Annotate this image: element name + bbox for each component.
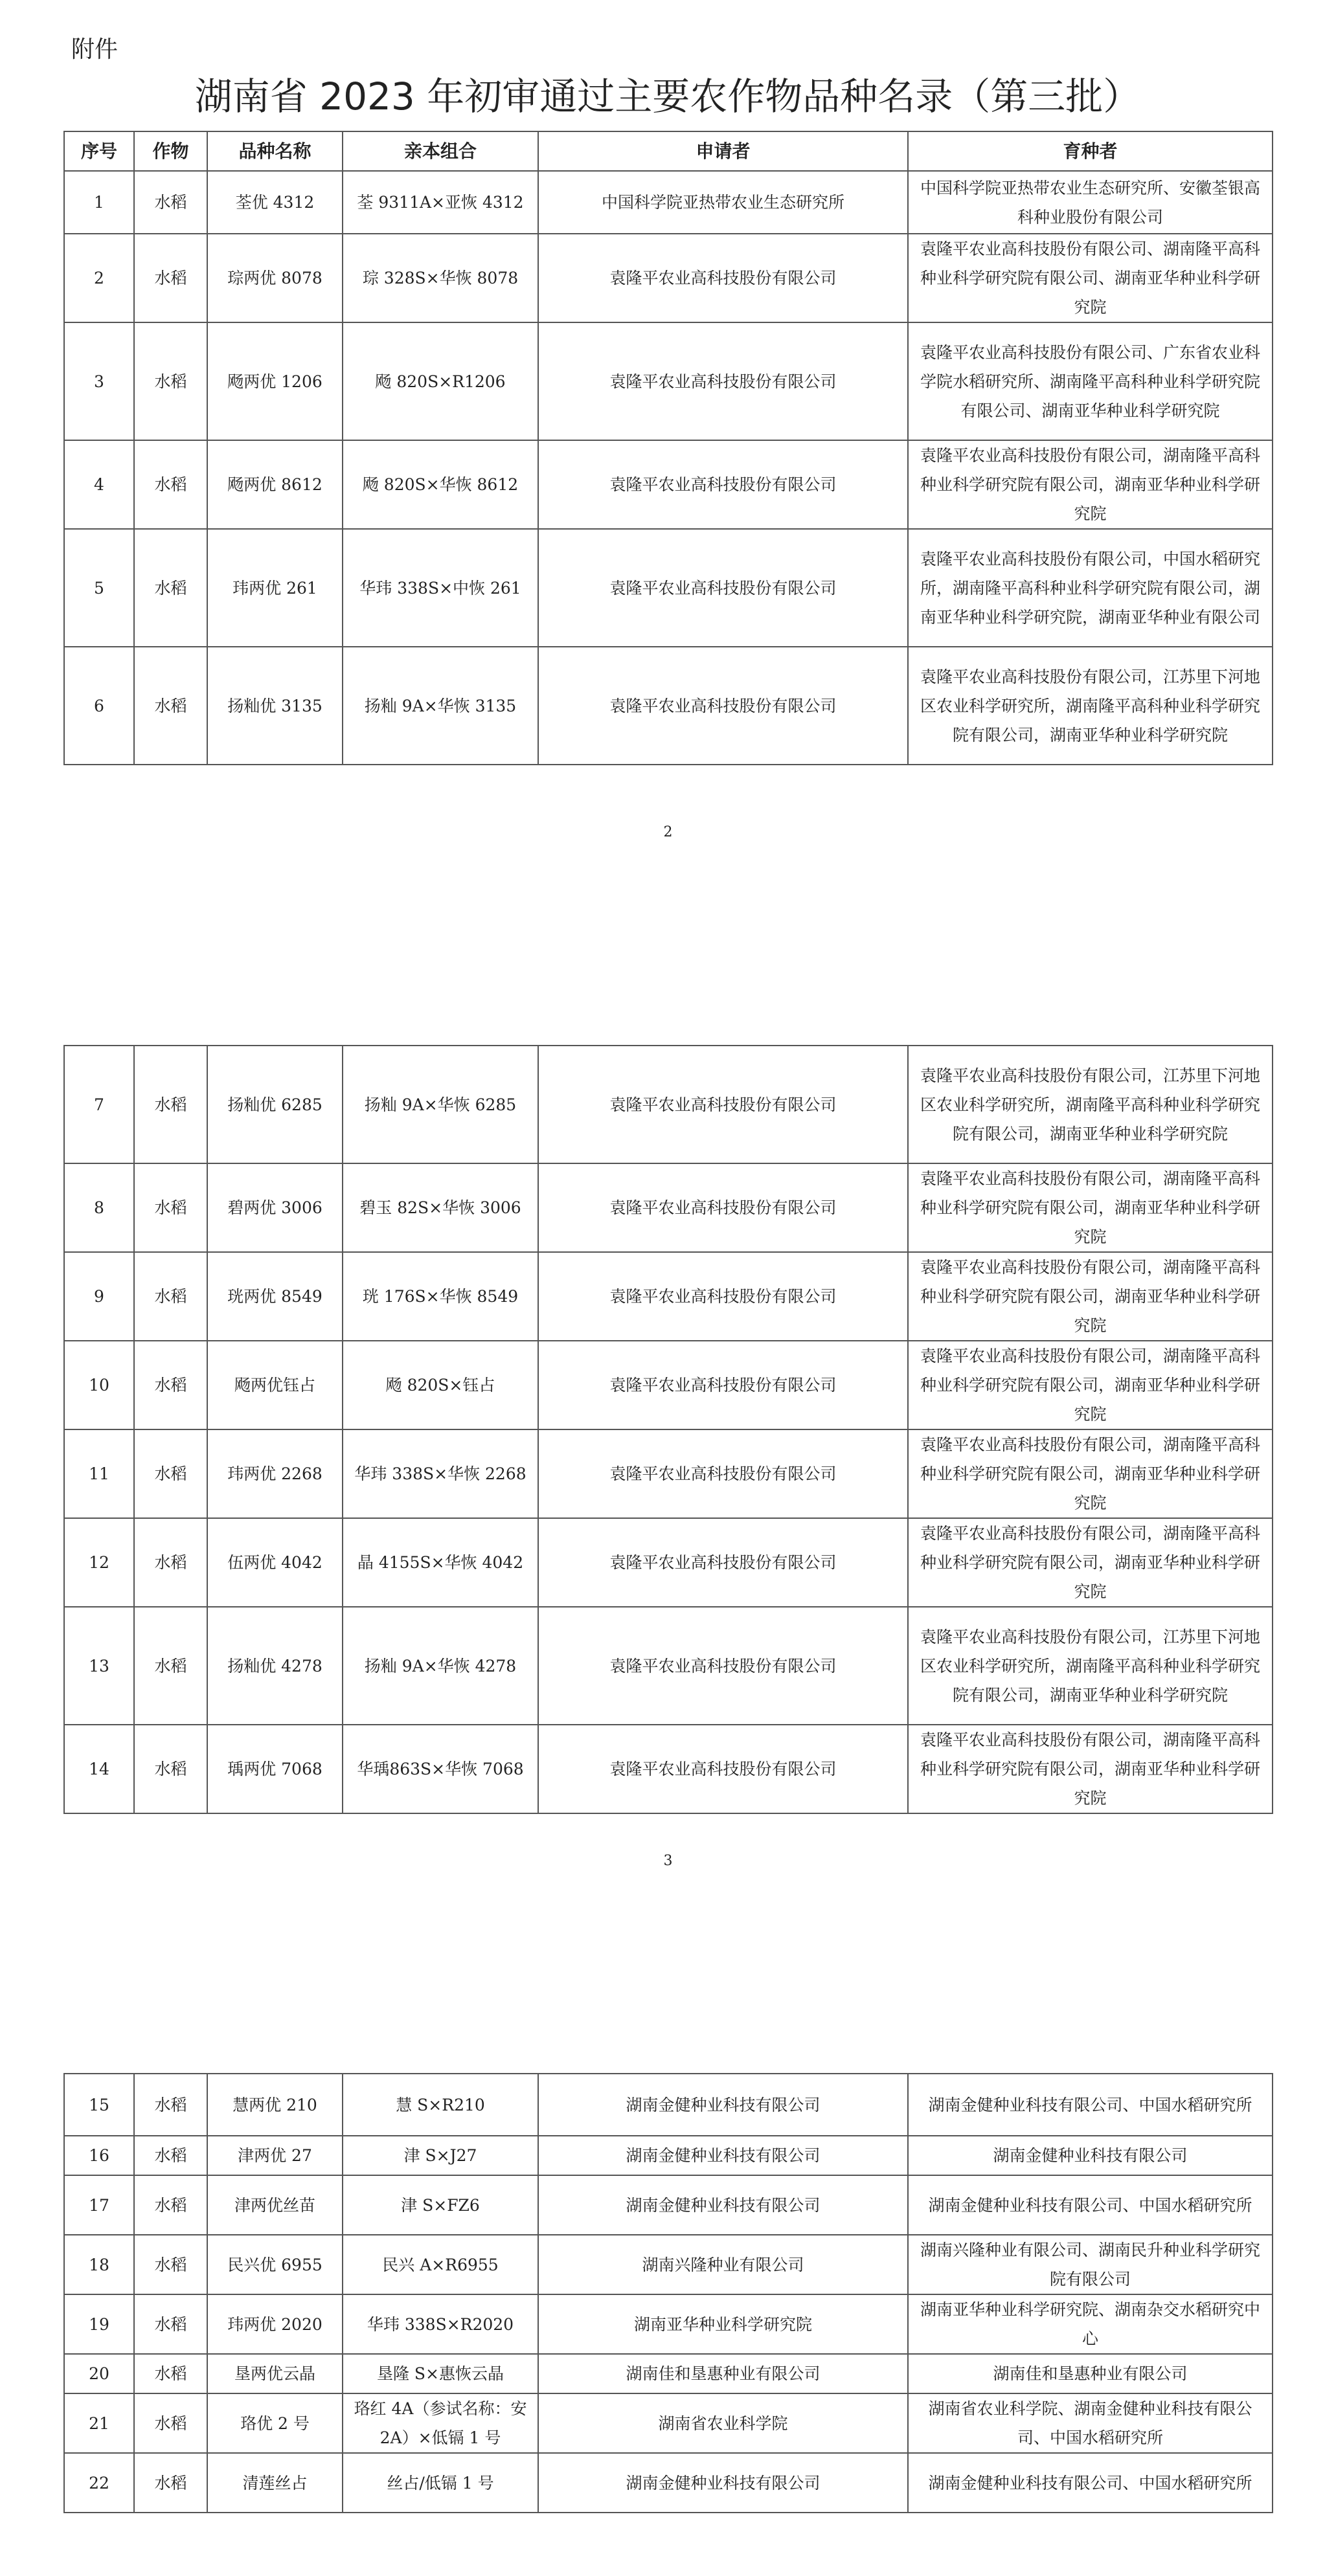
row-index: 17 [64,2175,134,2235]
row-index: 7 [64,1046,134,1163]
variety-name: 飏两优 8612 [207,440,343,529]
table-row [64,1518,1273,1607]
variety-name: 慧两优 210 [207,2074,343,2136]
table-row [64,529,1273,647]
variety-name: 琮两优 8078 [207,234,343,322]
applicant: 中国科学院亚热带农业生态研究所 [538,171,908,234]
breeder: 湖南金健种业科技有限公司、中国水稻研究所 [908,2175,1273,2235]
breeder: 袁隆平农业高科技股份有限公司，湖南隆平高科种业科学研究院有限公司，湖南亚华种业科学研究院 [908,1163,1273,1252]
parent-combination: 丝占/低镉 1 号 [343,2453,538,2513]
variety-name: 飏两优 1206 [207,322,343,440]
applicant: 袁隆平农业高科技股份有限公司 [538,1341,908,1429]
crop: 水稻 [134,1429,207,1518]
variety-name: 伍两优 4042 [207,1518,343,1607]
row-index: 2 [64,234,134,322]
row-index: 18 [64,2235,134,2294]
table-row [64,2235,1273,2294]
column-header: 序号 [64,131,134,171]
row-index: 11 [64,1429,134,1518]
parent-combination: 华玮 338S×R2020 [343,2294,538,2354]
parent-combination: 荃 9311A×亚恢 4312 [343,171,538,234]
breeder: 湖南佳和垦惠种业有限公司 [908,2354,1273,2393]
row-index: 19 [64,2294,134,2354]
crop: 水稻 [134,440,207,529]
breeder: 袁隆平农业高科技股份有限公司、湖南隆平高科种业科学研究院有限公司、湖南亚华种业科学研究院 [908,234,1273,322]
row-index: 20 [64,2354,134,2393]
column-header: 品种名称 [207,131,343,171]
breeder: 湖南金健种业科技有限公司 [908,2136,1273,2175]
parent-combination: 津 S×FZ6 [343,2175,538,2235]
crop: 水稻 [134,1163,207,1252]
parent-combination: 扬籼 9A×华恢 4278 [343,1607,538,1725]
row-index: 21 [64,2393,134,2453]
breeder: 袁隆平农业高科技股份有限公司，湖南隆平高科种业科学研究院有限公司，湖南亚华种业科学研究院 [908,440,1273,529]
breeder: 中国科学院亚热带农业生态研究所、安徽荃银高科种业股份有限公司 [908,171,1273,234]
column-header: 作物 [134,131,207,171]
applicant: 袁隆平农业高科技股份有限公司 [538,529,908,647]
table-row [64,1046,1273,1163]
row-index: 8 [64,1163,134,1252]
row-index: 9 [64,1252,134,1341]
column-header: 亲本组合 [343,131,538,171]
parent-combination: 珖 176S×华恢 8549 [343,1252,538,1341]
table-row [64,1607,1273,1725]
row-index: 3 [64,322,134,440]
row-index: 22 [64,2453,134,2513]
applicant: 湖南金健种业科技有限公司 [538,2074,908,2136]
table-row [64,1725,1273,1813]
applicant: 袁隆平农业高科技股份有限公司 [538,1725,908,1813]
table-row [64,234,1273,322]
breeder: 袁隆平农业高科技股份有限公司、广东省农业科学院水稻研究所、湖南隆平高科种业科学研究院有限公司、湖南亚华种业科学研究院 [908,322,1273,440]
table-row [64,2453,1273,2513]
breeder: 袁隆平农业高科技股份有限公司，湖南隆平高科种业科学研究院有限公司，湖南亚华种业科学研究院 [908,1518,1273,1607]
variety-table-page-4 [63,2073,1273,2513]
row-index: 4 [64,440,134,529]
parent-combination: 扬籼 9A×华恢 6285 [343,1046,538,1163]
parent-combination: 晶 4155S×华恢 4042 [343,1518,538,1607]
applicant: 湖南兴隆种业有限公司 [538,2235,908,2294]
variety-name: 民兴优 6955 [207,2235,343,2294]
crop: 水稻 [134,1518,207,1607]
variety-name: 扬籼优 4278 [207,1607,343,1725]
variety-name: 珞优 2 号 [207,2393,343,2453]
variety-name: 扬籼优 6285 [207,1046,343,1163]
crop: 水稻 [134,171,207,234]
variety-name: 垦两优云晶 [207,2354,343,2393]
applicant: 湖南佳和垦惠种业有限公司 [538,2354,908,2393]
parent-combination: 垦隆 S×惠恢云晶 [343,2354,538,2393]
variety-name: 瑀两优 7068 [207,1725,343,1813]
table-row [64,1252,1273,1341]
parent-combination: 华瑀863S×华恢 7068 [343,1725,538,1813]
page-number: 2 [663,824,673,840]
page-number: 3 [663,1853,673,1869]
breeder: 袁隆平农业高科技股份有限公司，中国水稻研究所，湖南隆平高科种业科学研究院有限公司，湖南亚华种业科学研究院，湖南亚华种业有限公司 [908,529,1273,647]
crop: 水稻 [134,529,207,647]
variety-name: 津两优 27 [207,2136,343,2175]
parent-combination: 飏 820S×R1206 [343,322,538,440]
crop: 水稻 [134,2136,207,2175]
breeder: 袁隆平农业高科技股份有限公司，湖南隆平高科种业科学研究院有限公司，湖南亚华种业科学研究院 [908,1252,1273,1341]
table-row [64,1163,1273,1252]
breeder: 袁隆平农业高科技股份有限公司，湖南隆平高科种业科学研究院有限公司，湖南亚华种业科学研究院 [908,1341,1273,1429]
applicant: 湖南亚华种业科学研究院 [538,2294,908,2354]
crop: 水稻 [134,2175,207,2235]
variety-name: 珖两优 8549 [207,1252,343,1341]
variety-name: 荃优 4312 [207,171,343,234]
variety-name: 玮两优 261 [207,529,343,647]
crop: 水稻 [134,647,207,765]
breeder: 湖南兴隆种业有限公司、湖南民升种业科学研究院有限公司 [908,2235,1273,2294]
applicant: 湖南金健种业科技有限公司 [538,2175,908,2235]
variety-name: 扬籼优 3135 [207,647,343,765]
crop: 水稻 [134,1725,207,1813]
breeder: 袁隆平农业高科技股份有限公司，江苏里下河地区农业科学研究所，湖南隆平高科种业科学研究院有限公司，湖南亚华种业科学研究院 [908,1607,1273,1725]
applicant: 袁隆平农业高科技股份有限公司 [538,1163,908,1252]
table-row [64,322,1273,440]
crop: 水稻 [134,1046,207,1163]
table-row [64,2393,1273,2453]
applicant: 袁隆平农业高科技股份有限公司 [538,440,908,529]
applicant: 袁隆平农业高科技股份有限公司 [538,647,908,765]
table-row [64,2136,1273,2175]
variety-name: 碧两优 3006 [207,1163,343,1252]
variety-table-page-3 [63,1045,1273,1814]
table-row [64,171,1273,234]
parent-combination: 扬籼 9A×华恢 3135 [343,647,538,765]
parent-combination: 飏 820S×钰占 [343,1341,538,1429]
attachment-label: 附件 [71,36,119,63]
row-index: 1 [64,171,134,234]
crop: 水稻 [134,322,207,440]
row-index: 16 [64,2136,134,2175]
parent-combination: 民兴 A×R6955 [343,2235,538,2294]
breeder: 湖南金健种业科技有限公司、中国水稻研究所 [908,2453,1273,2513]
parent-combination: 华玮 338S×华恢 2268 [343,1429,538,1518]
applicant: 湖南金健种业科技有限公司 [538,2136,908,2175]
table-row [64,2074,1273,2136]
crop: 水稻 [134,2453,207,2513]
applicant: 袁隆平农业高科技股份有限公司 [538,234,908,322]
table-row [64,1341,1273,1429]
parent-combination: 慧 S×R210 [343,2074,538,2136]
breeder: 湖南金健种业科技有限公司、中国水稻研究所 [908,2074,1273,2136]
applicant: 湖南金健种业科技有限公司 [538,2453,908,2513]
table-row [64,440,1273,529]
row-index: 5 [64,529,134,647]
breeder: 袁隆平农业高科技股份有限公司，江苏里下河地区农业科学研究所，湖南隆平高科种业科学研究院有限公司，湖南亚华种业科学研究院 [908,647,1273,765]
variety-name: 玮两优 2020 [207,2294,343,2354]
table-row [64,2294,1273,2354]
breeder: 袁隆平农业高科技股份有限公司，江苏里下河地区农业科学研究所，湖南隆平高科种业科学研究院有限公司，湖南亚华种业科学研究院 [908,1046,1273,1163]
variety-name: 玮两优 2268 [207,1429,343,1518]
variety-name: 清莲丝占 [207,2453,343,2513]
crop: 水稻 [134,234,207,322]
column-header: 育种者 [908,131,1273,171]
crop: 水稻 [134,2393,207,2453]
applicant: 袁隆平农业高科技股份有限公司 [538,1518,908,1607]
breeder: 袁隆平农业高科技股份有限公司，湖南隆平高科种业科学研究院有限公司，湖南亚华种业科学研究院 [908,1429,1273,1518]
table-header-row [64,131,1273,171]
row-index: 12 [64,1518,134,1607]
parent-combination: 珞红 4A（参试名称：安 2A）×低镉 1 号 [343,2393,538,2453]
row-index: 13 [64,1607,134,1725]
table-row [64,647,1273,765]
row-index: 10 [64,1341,134,1429]
applicant: 袁隆平农业高科技股份有限公司 [538,1429,908,1518]
applicant: 袁隆平农业高科技股份有限公司 [538,1252,908,1341]
row-index: 15 [64,2074,134,2136]
variety-name: 津两优丝苗 [207,2175,343,2235]
breeder: 湖南省农业科学院、湖南金健种业科技有限公司、中国水稻研究所 [908,2393,1273,2453]
variety-name: 飏两优钰占 [207,1341,343,1429]
parent-combination: 津 S×J27 [343,2136,538,2175]
parent-combination: 华玮 338S×中恢 261 [343,529,538,647]
crop: 水稻 [134,2294,207,2354]
table-row [64,1429,1273,1518]
breeder: 袁隆平农业高科技股份有限公司，湖南隆平高科种业科学研究院有限公司，湖南亚华种业科学研究院 [908,1725,1273,1813]
variety-table-page-2 [63,131,1273,765]
page-title: 湖南省 2023 年初审通过主要农作物品种名录（第三批） [194,74,1141,118]
parent-combination: 琮 328S×华恢 8078 [343,234,538,322]
crop: 水稻 [134,1252,207,1341]
applicant: 袁隆平农业高科技股份有限公司 [538,1607,908,1725]
row-index: 14 [64,1725,134,1813]
crop: 水稻 [134,1607,207,1725]
crop: 水稻 [134,2074,207,2136]
breeder: 湖南亚华种业科学研究院、湖南杂交水稻研究中心 [908,2294,1273,2354]
applicant: 袁隆平农业高科技股份有限公司 [538,322,908,440]
row-index: 6 [64,647,134,765]
parent-combination: 碧玉 82S×华恢 3006 [343,1163,538,1252]
applicant: 湖南省农业科学院 [538,2393,908,2453]
applicant: 袁隆平农业高科技股份有限公司 [538,1046,908,1163]
table-row [64,2354,1273,2393]
table-row [64,2175,1273,2235]
parent-combination: 飏 820S×华恢 8612 [343,440,538,529]
crop: 水稻 [134,2235,207,2294]
crop: 水稻 [134,1341,207,1429]
crop: 水稻 [134,2354,207,2393]
column-header: 申请者 [538,131,908,171]
